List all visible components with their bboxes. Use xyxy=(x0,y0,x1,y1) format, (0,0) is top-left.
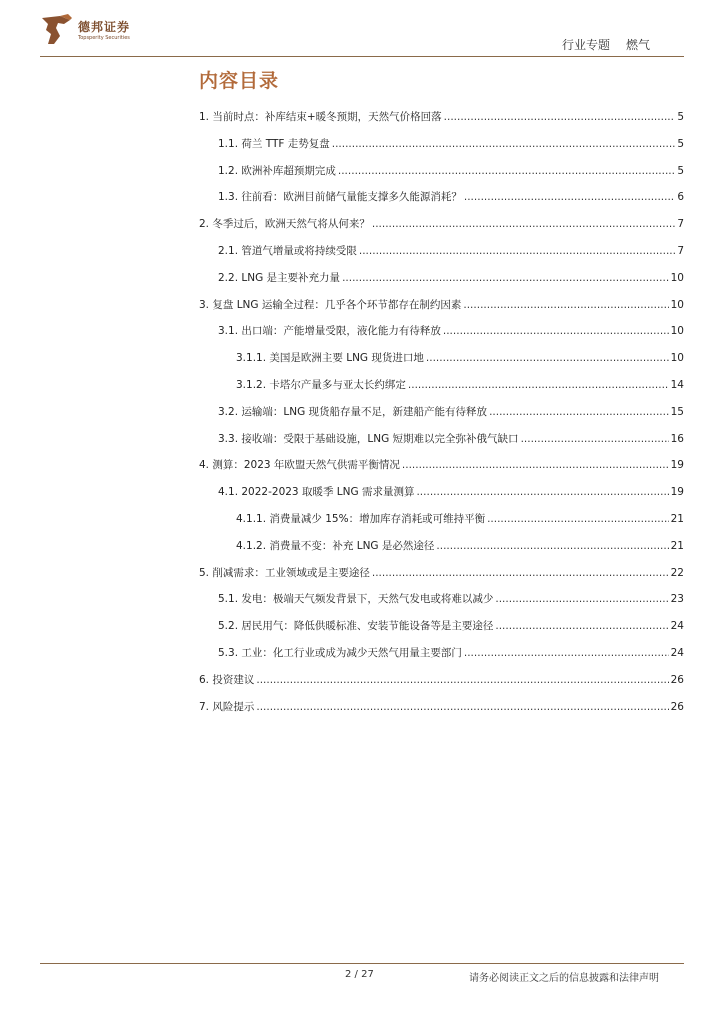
toc-leader-dots xyxy=(487,512,669,526)
toc-entry-title: 4.1. 2022-2023 取暖季 LNG 需求量测算 xyxy=(218,486,415,498)
toc-entry[interactable] xyxy=(218,592,684,606)
toc-entry-title: 5.1. 发电：极端天气频发背景下，天然气发电或将难以减少 xyxy=(218,593,494,605)
toc-entry-title: 3.3. 接收端：受限于基础设施，LNG 短期难以完全弥补俄气缺口 xyxy=(218,433,519,445)
toc-entry-page: 26 xyxy=(670,701,684,713)
toc-entry-title: 4.1.1. 消费量减少 15%：增加库存消耗或可维持平衡 xyxy=(236,513,486,525)
logo-mark-icon xyxy=(40,14,74,46)
toc-entry-title: 2.1. 管道气增量或将持续受限 xyxy=(218,245,357,257)
report-category: 行业专题 xyxy=(562,38,611,52)
toc-entry-title: 2. 冬季过后，欧洲天然气将从何来？ xyxy=(199,218,370,230)
toc-entry-page: 14 xyxy=(670,379,684,391)
toc-entry-page: 7 xyxy=(677,218,684,230)
toc-leader-dots xyxy=(332,137,676,151)
toc-entry[interactable] xyxy=(199,673,684,687)
header-divider xyxy=(40,56,684,57)
page-number: 2 / 27 xyxy=(345,969,374,980)
toc-leader-dots xyxy=(338,164,675,178)
page-header xyxy=(0,0,724,60)
toc-entry-page: 19 xyxy=(670,486,684,498)
toc-entry-title: 5.3. 工业：化工行业或成为减少天然气用量主要部门 xyxy=(218,647,462,659)
company-logo xyxy=(40,14,140,48)
toc-entry-title: 6. 投资建议 xyxy=(199,674,255,686)
toc-entry-page: 10 xyxy=(670,325,684,337)
toc-leader-dots xyxy=(416,485,668,499)
toc-leader-dots xyxy=(521,432,669,446)
toc-leader-dots xyxy=(464,190,675,204)
toc-entry-title: 3.1.2. 卡塔尔产量多与亚太长约绑定 xyxy=(236,379,406,391)
toc-entry[interactable] xyxy=(199,217,684,231)
toc-leader-dots xyxy=(489,405,669,419)
toc-title: 内容目录 xyxy=(199,70,280,92)
toc-entry[interactable] xyxy=(218,324,684,338)
toc-entry-page: 10 xyxy=(670,272,684,284)
toc-entry[interactable] xyxy=(199,110,684,124)
toc-entry-title: 5. 削减需求：工业领域或是主要途径 xyxy=(199,567,370,579)
toc-entry-title: 3. 复盘 LNG 运输全过程：几乎各个环节都存在制约因素 xyxy=(199,299,462,311)
toc-entry-title: 1.1. 荷兰 TTF 走势复盘 xyxy=(218,138,330,150)
toc-leader-dots xyxy=(464,646,669,660)
toc-entry-page: 22 xyxy=(670,567,684,579)
toc-entry-page: 10 xyxy=(670,299,684,311)
toc-entry-title: 1.3. 往前看：欧洲目前储气量能支撑多久能源消耗？ xyxy=(218,191,462,203)
toc-entry-title: 1.2. 欧洲补库超预期完成 xyxy=(218,165,336,177)
toc-entry[interactable] xyxy=(218,485,684,499)
toc-leader-dots xyxy=(495,592,668,606)
toc-entry[interactable] xyxy=(199,458,684,472)
toc-entry[interactable] xyxy=(218,432,684,446)
toc-entry[interactable] xyxy=(236,539,684,553)
toc-leader-dots xyxy=(495,619,668,633)
toc-entry-title: 2.2. LNG 是主要补充力量 xyxy=(218,272,341,284)
toc-entry-title: 4. 测算：2023 年欧盟天然气供需平衡情况 xyxy=(199,459,400,471)
toc-entry[interactable] xyxy=(218,137,684,151)
toc-entry-title: 3.1.1. 美国是欧洲主要 LNG 现货进口地 xyxy=(236,352,424,364)
toc-entry-page: 10 xyxy=(670,352,684,364)
toc-entry-page: 23 xyxy=(670,593,684,605)
toc-entry-page: 15 xyxy=(670,406,684,418)
logo-name-cn: 德邦证券 xyxy=(78,20,131,34)
report-subject: 燃气 xyxy=(626,38,651,52)
toc-entry[interactable] xyxy=(236,351,684,365)
toc-entry-title: 3.2. 运输端：LNG 现货船存量不足，新建船产能有待释放 xyxy=(218,406,488,418)
toc-leader-dots xyxy=(408,378,669,392)
toc-entry-page: 24 xyxy=(670,647,684,659)
toc-entry-title: 4.1.2. 消费量不变：补充 LNG 是必然途径 xyxy=(236,540,435,552)
toc-leader-dots xyxy=(426,351,669,365)
toc-entry[interactable] xyxy=(236,512,684,526)
toc-entry[interactable] xyxy=(218,271,684,285)
toc-entry[interactable] xyxy=(218,646,684,660)
footer-divider xyxy=(40,963,684,964)
toc-leader-dots xyxy=(436,539,668,553)
toc-entry-page: 24 xyxy=(670,620,684,632)
toc-entry-page: 21 xyxy=(670,540,684,552)
toc-leader-dots xyxy=(256,673,668,687)
toc-entry-page: 5 xyxy=(677,165,684,177)
toc-entry-page: 6 xyxy=(677,191,684,203)
toc-entry[interactable] xyxy=(199,700,684,714)
toc-entry[interactable] xyxy=(218,405,684,419)
legal-disclaimer: 请务必阅读正文之后的信息披露和法律声明 xyxy=(469,973,659,984)
toc-entry[interactable] xyxy=(199,298,684,312)
toc-entry-page: 7 xyxy=(677,245,684,257)
toc-entry-page: 26 xyxy=(670,674,684,686)
logo-name-en: Topsperity Securities xyxy=(78,35,130,41)
toc-entry-page: 5 xyxy=(677,138,684,150)
toc-entry[interactable] xyxy=(199,566,684,580)
toc-leader-dots xyxy=(359,244,675,258)
toc-entry-page: 19 xyxy=(670,459,684,471)
toc-leader-dots xyxy=(372,566,669,580)
toc-entry[interactable] xyxy=(218,244,684,258)
toc-entry[interactable] xyxy=(218,619,684,633)
toc-leader-dots xyxy=(443,324,669,338)
toc-leader-dots xyxy=(463,298,668,312)
toc-entry[interactable] xyxy=(218,164,684,178)
toc-entry-page: 16 xyxy=(670,433,684,445)
toc-entry-title: 1. 当前时点：补库结束+暖冬预期，天然气价格回落 xyxy=(199,111,442,123)
toc-entry-title: 7. 风险提示 xyxy=(199,701,255,713)
toc-leader-dots xyxy=(342,271,669,285)
toc-entry-title: 5.2. 居民用气：降低供暖标准、安装节能设备等是主要途径 xyxy=(218,620,494,632)
toc-leader-dots xyxy=(372,217,675,231)
toc-entry[interactable] xyxy=(236,378,684,392)
toc-leader-dots xyxy=(402,458,669,472)
toc-leader-dots xyxy=(256,700,668,714)
toc-entry-page: 21 xyxy=(670,513,684,525)
toc-entry-title: 3.1. 出口端：产能增量受限，液化能力有待释放 xyxy=(218,325,441,337)
toc-leader-dots xyxy=(444,110,676,124)
toc-entry-page: 5 xyxy=(677,111,684,123)
toc-entry[interactable] xyxy=(218,190,684,204)
